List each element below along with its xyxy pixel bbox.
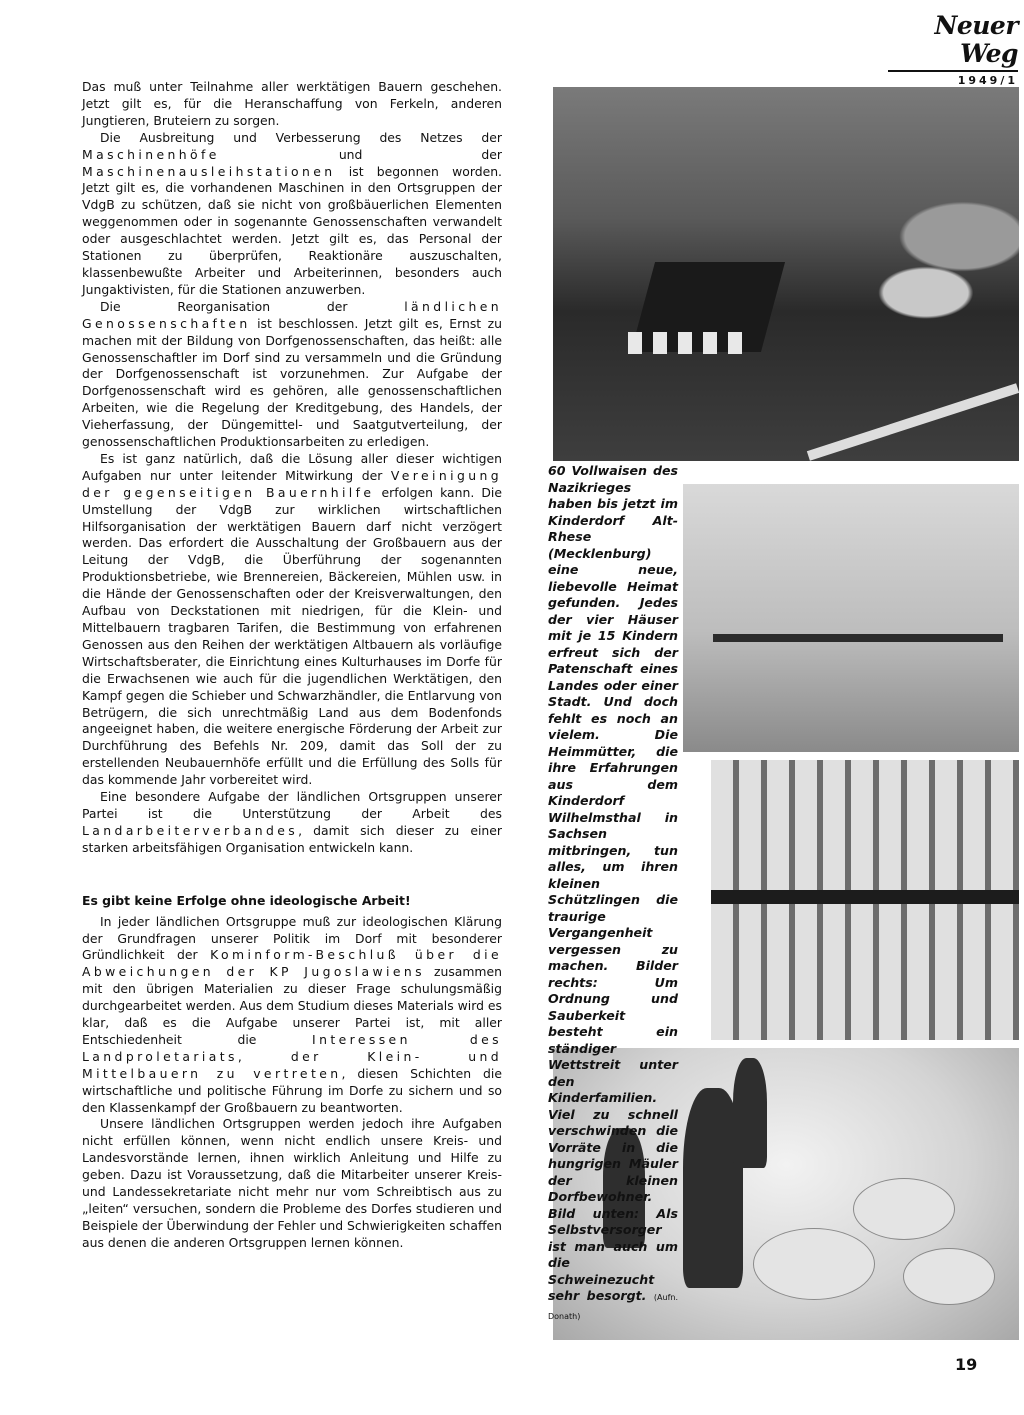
page-number: 19 — [955, 1355, 978, 1374]
photo-window — [653, 332, 667, 354]
paragraph: Eine besondere Aufgabe der ländlichen Ortsgruppen unserer Partei ist die Unterstützung der Arbeit des Landarbeiterverbandes, damit sich dieser zu einer starken arbeitsfähigen Organisation entwickeln kann. — [82, 789, 502, 855]
magazine-title: Neuer Weg — [934, 11, 1018, 68]
emphasis: ländlichen Genossenschaften — [82, 298, 502, 331]
photo-children-on-fence — [553, 87, 1019, 461]
photo-pig — [903, 1248, 995, 1305]
photo-shelf — [711, 890, 1019, 904]
photo-child — [733, 1058, 767, 1168]
photo-window — [703, 332, 717, 354]
emphasis: Landarbeiterverbandes — [82, 822, 299, 838]
emphasis: Vereinigung der gegenseitigen Bauernhilfe — [82, 467, 502, 500]
masthead — [878, 12, 1018, 87]
issue-number: 1949/1 — [957, 74, 1018, 87]
paragraph: In jeder ländlichen Ortsgruppe muß zur ideologischen Klärung der Grundfragen unserer Politik im Dorf mit besonderer Gründlichkeit der Kominform-Beschluß über die Abweichungen der KP Jugoslawiens zusammen mit den übrigen Materialien zu dieser Frage schulungsmäßig durchgearbeitet werden. Aus dem Studium dieses Materials wird es klar, daß es die Aufgabe unserer Partei ist, mit aller Entschiedenheit die Interessen des Landproletariats, der Klein- und Mittelbauern zu vertreten, diesen Schichten die wirtschaftliche und politische Führung im Dorfe zu sichern und so den Klassenkampf der Großbauern zu beantworten. — [82, 913, 503, 1115]
photo-window — [628, 332, 642, 354]
caption-text: 60 Vollwaisen des Nazikrieges haben bis jetzt im Kinderdorf Alt-Rhese (Mecklenburg) eine neue, liebevolle Heimat gefunden. Jedes der vier Häuser mit je 15 Kindern erfreut sich der Patenschaft eines Landes oder einer Stadt. Und doch fehlt es noch an vielem. Die Heimmütter, die ihre Erfahrungen aus dem Kinderdorf Wilhelmsthal in Sachsen mitbringen, tun alles, um ihren kleinen Schützlingen die traurige Vergangenheit vergessen zu machen. Bilder rechts: Um Ordnung und Sauberkeit besteht ein ständiger Wettstreit unter den Kinderfamilien. Viel zu schnell verschwinden die Vorräte in die hungrigen Mäuler der kleinen Dorfbewohner. Bild unten: Als Selbstversorger ist man auch um die Schweinezucht sehr besorgt. — [548, 463, 678, 1303]
photo-caption — [548, 463, 678, 1325]
photo-preserve-jars — [711, 760, 1019, 1040]
section-heading: Es gibt keine Erfolge ohne ideologische Arbeit! — [82, 892, 411, 908]
photo-window — [728, 332, 742, 354]
paragraph: Die Ausbreitung und Verbesserung des Netzes der Maschinenhöfe und der Maschinenausleihstationen ist begonnen worden. Jetzt gilt es, die vorhandenen Maschinen in den Ortsgruppen der VdgB zu schützen, daß sie nicht von großbäuerlichen Elementen weggenommen oder in sogenannte Genossenschaften verwandelt oder ausgeschlachtet werden. Jetzt gilt es, das Personal der Stationen zu überprüfen, Reaktionäre auszuschalten, klassenbewußte Arbeiter und Arbeiterinnen, besonders auch Jungaktivisten, für die Stationen anzuwerben. — [82, 129, 502, 297]
emphasis: Maschinenausleihstationen — [82, 163, 336, 179]
article-column — [82, 79, 502, 1252]
emphasis: Kominform-Beschluß über die Abweichungen der KP Jugoslawiens — [82, 947, 503, 980]
masthead-rule — [888, 70, 1018, 72]
photo-dining-room — [683, 484, 1019, 752]
photo-pig — [753, 1228, 875, 1300]
photo-table — [713, 634, 1003, 642]
photo-credit: (Aufn. Donath) — [548, 1293, 678, 1321]
photo-window — [678, 332, 692, 354]
emphasis: Interessen des Landproletariats, der Klein- und Mittelbauern zu vertreten — [82, 1031, 502, 1081]
paragraph: Das muß unter Teilnahme aller werktätigen Bauern geschehen. Jetzt gilt es, für die Heranschaffung von Ferkeln, anderen Jungtieren, Bruteiern zu sorgen. — [82, 79, 502, 128]
paragraph: Die Reorganisation der ländlichen Genossenschaften ist beschlossen. Jetzt gilt es, Ernst zu machen mit der Bildung von Dorfgenossenschaften, das heißt: alle Genossenschaftler im Dorf sind zu versammeln und die Gründung der Dorfgenossenschaft ist vorzunehmen. Zur Aufgabe der Dorfgenossenschaft wird es gehören, alle genossenschaftlichen Arbeiten, wie die Regelung der Kreditgebung, des Handels, der Vieherfassung, der Düngemittel- und Saatgutverteilung, der genossenschaftlichen Produktionsarbeiten zu erledigen. — [82, 298, 502, 450]
paragraph: Es ist ganz natürlich, daß die Lösung aller dieser wichtigen Aufgaben nur unter leitender Mitwirkung der Vereinigung der gegenseitigen Bauernhilfe erfolgen kann. Die Umstellung der VdgB zur wirklichen wirtschaftlichen Hilfsorganisation der werktätigen Bauern darf nicht verzögert werden. Das erfordert die Ausschaltung der Großbauern aus der Leitung der VdgB, die Überführung der sogenannten Produktionsbetriebe, wie Brennereien, Bäckereien, Mühlen usw. in die Hände der Genossenschaften oder der Kreisverwaltungen, den Aufbau von Deckstationen mit niedrigen, für die Klein- und Mittelbauern tragbaren Tarifen, die Bestimmung von erfahrenen Genossen aus den Reihen der werktätigen Altbauern als vorläufige Wirtschaftsberater, die Einrichtung eines Kulturhauses im Dorfe für die Erwachsenen wie auch für die jugendlichen Werktätigen, den Kampf gegen die Schieber und Schwarzhändler, die Entlarvung von Betrügern, die sich unrechtmäßig Land aus dem Bodenfonds angeeignet haben, die weitere energische Förderung der Arbeit zur Durchführung des Befehls Nr. 209, damit das Soll der zu erstellenden Neubauernhöfe erfüllt und die Erfüllung des Solls für das kommende Jahr vorbereitet wird. — [82, 450, 502, 788]
photo-pig — [853, 1178, 955, 1240]
emphasis: Maschinenhöfe — [82, 146, 220, 162]
paragraph: Unsere ländlichen Ortsgruppen werden jedoch ihre Aufgaben nicht erfüllen können, wenn nicht endlich unsere Kreis- und Landesvorstände lernen, ihnen wirklich Anleitung und Hilfe zu geben. Dazu ist Voraussetzung, daß die Mitarbeiter unserer Kreis- und Landessekretariate nicht mehr nur vom Schreibtisch aus zu „leiten“ versuchen, sondern die Probleme des Dorfes studieren und Beispiele der Überwindung der Fehler und Schwierigkeiten schaffen aus denen die anderen Ortsgruppen lernen können. — [82, 1116, 502, 1250]
photo-fence-rail — [807, 383, 1019, 460]
